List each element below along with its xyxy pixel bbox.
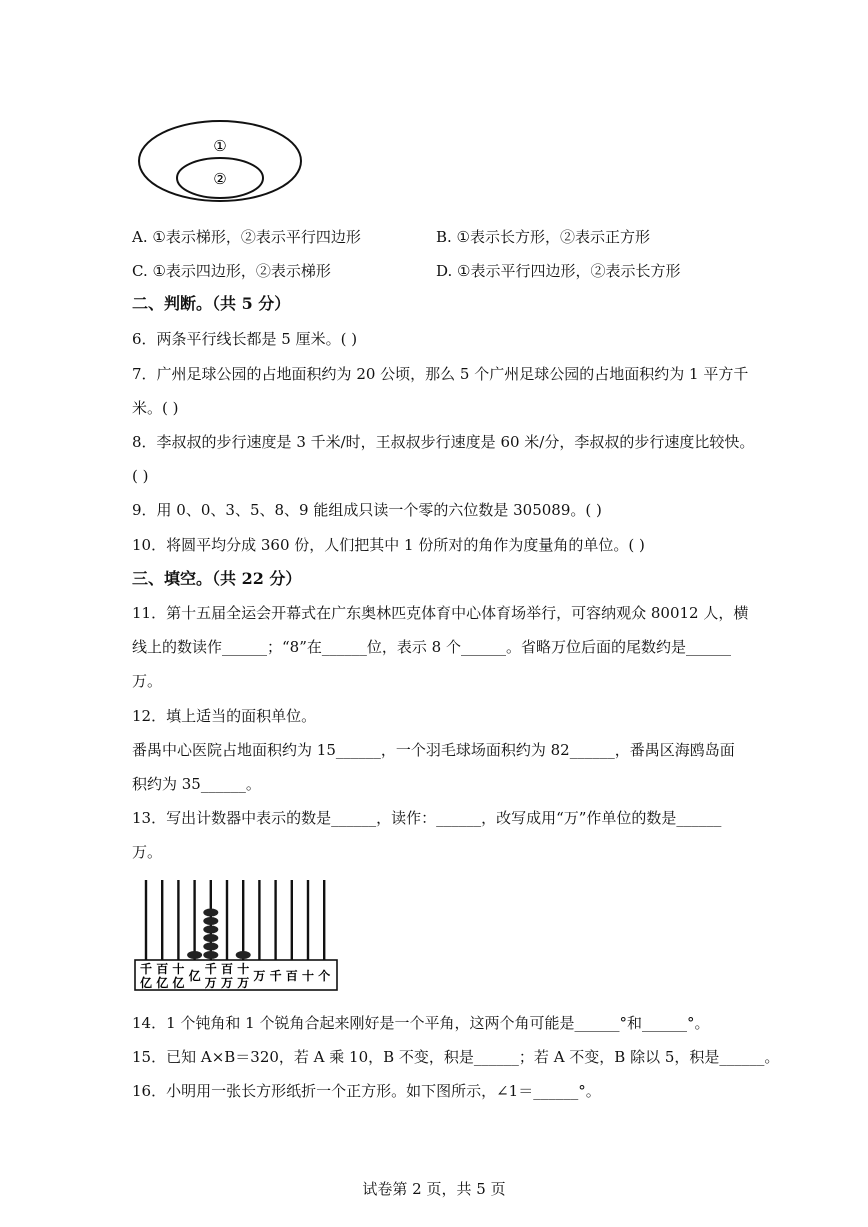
abacus-label-bottom: 亿	[172, 976, 185, 990]
abacus-label-bottom: 万	[204, 976, 217, 990]
outer-ellipse	[139, 121, 301, 201]
question-8-line-2: ( )	[132, 467, 149, 485]
abacus-bead	[203, 934, 218, 942]
question-12-line-1: 12．填上适当的面积单位。	[132, 707, 317, 725]
question-16: 16．小明用一张长方形纸折一个正方形。如下图所示，∠1＝______°。	[132, 1082, 601, 1100]
question-14: 14．1 个钝角和 1 个锐角合起来刚好是一个平角，这两个角可能是______°和______°。	[132, 1014, 710, 1032]
question-11-line-2: 线上的数读作______；“8”在______位，表示 8 个______。省略万位后面的尾数约是______	[132, 638, 731, 656]
abacus-label-bottom: 万	[237, 976, 250, 990]
abacus-label-bottom: 亿	[156, 976, 169, 990]
question-7-line-1: 7．广州足球公园的占地面积约为 20 公顷，那么 5 个广州足球公园的占地面积约为 1 平方千	[132, 365, 749, 383]
section-fill-title: 三、填空。（共 22 分）	[132, 569, 302, 588]
section-judge-title: 二、判断。（共 5 分）	[132, 294, 291, 313]
abacus-bead	[203, 951, 218, 959]
abacus-label-top: 千	[139, 962, 153, 976]
outer-label: ①	[213, 137, 227, 155]
abacus-label-top: 十	[172, 962, 185, 976]
abacus-bead	[187, 951, 202, 959]
abacus-label-top: 百	[156, 962, 169, 976]
question-11-line-1: 11．第十五届全运会开幕式在广东奥林匹克体育中心体育场举行，可容纳观众 80012 人，横	[132, 604, 749, 622]
option-b: B. ①表示长方形，②表示正方形	[436, 228, 651, 246]
abacus-bead	[203, 926, 218, 934]
abacus-bead	[203, 917, 218, 925]
abacus-label: 个	[318, 969, 331, 983]
inner-label: ②	[213, 170, 227, 188]
option-d: D. ①表示平行四边形，②表示长方形	[436, 262, 681, 280]
abacus-label-top: 百	[220, 962, 234, 976]
abacus-bead	[203, 909, 218, 917]
question-7-line-2: 米。( )	[132, 399, 179, 417]
question-13-line-1: 13．写出计数器中表示的数是______，读作：______，改写成用“万”作单位的数是______	[132, 809, 722, 827]
abacus-label-bottom: 亿	[139, 976, 153, 990]
venn-diagram	[136, 118, 306, 204]
question-6: 6．两条平行线长都是 5 厘米。( )	[132, 330, 358, 348]
question-12-line-3: 积约为 35______。	[132, 775, 261, 793]
abacus-counter	[134, 878, 338, 994]
question-9: 9．用 0、0、3、5、8、9 能组成只读一个零的六位数是 305089。( )	[132, 501, 602, 519]
page-footer: 试卷第 2 页，共 5 页	[362, 1180, 506, 1198]
abacus-label: 万	[253, 969, 266, 983]
abacus-bead	[203, 943, 218, 951]
question-15: 15．已知 A×B＝320，若 A 乘 10，B 不变，积是______；若 A 不变，B 除以 5，积是______。	[132, 1048, 780, 1066]
question-11-line-3: 万。	[132, 672, 163, 690]
abacus-label: 十	[301, 969, 315, 983]
question-10: 10．将圆平均分成 360 份，人们把其中 1 份所对的角作为度量角的单位。( )	[132, 536, 645, 554]
abacus-label: 百	[285, 969, 298, 983]
abacus-label: 千	[269, 969, 282, 983]
abacus-label-bottom: 万	[220, 976, 234, 990]
question-12-line-2: 番禺中心医院占地面积约为 15______，一个羽毛球场面积约为 82______，番禺区海鸥岛面	[132, 741, 735, 759]
question-8-line-1: 8．李叔叔的步行速度是 3 千米/时，王叔叔步行速度是 60 米/分，李叔叔的步行速度比较快。	[132, 433, 755, 451]
abacus-label-top: 千	[204, 962, 217, 976]
abacus-bead	[236, 951, 251, 959]
option-c: C. ①表示四边形，②表示梯形	[132, 262, 331, 280]
option-a: A. ①表示梯形，②表示平行四边形	[132, 228, 361, 246]
question-13-line-2: 万。	[132, 843, 163, 861]
abacus-label: 亿	[188, 969, 201, 983]
abacus-label-top: 十	[237, 962, 250, 976]
